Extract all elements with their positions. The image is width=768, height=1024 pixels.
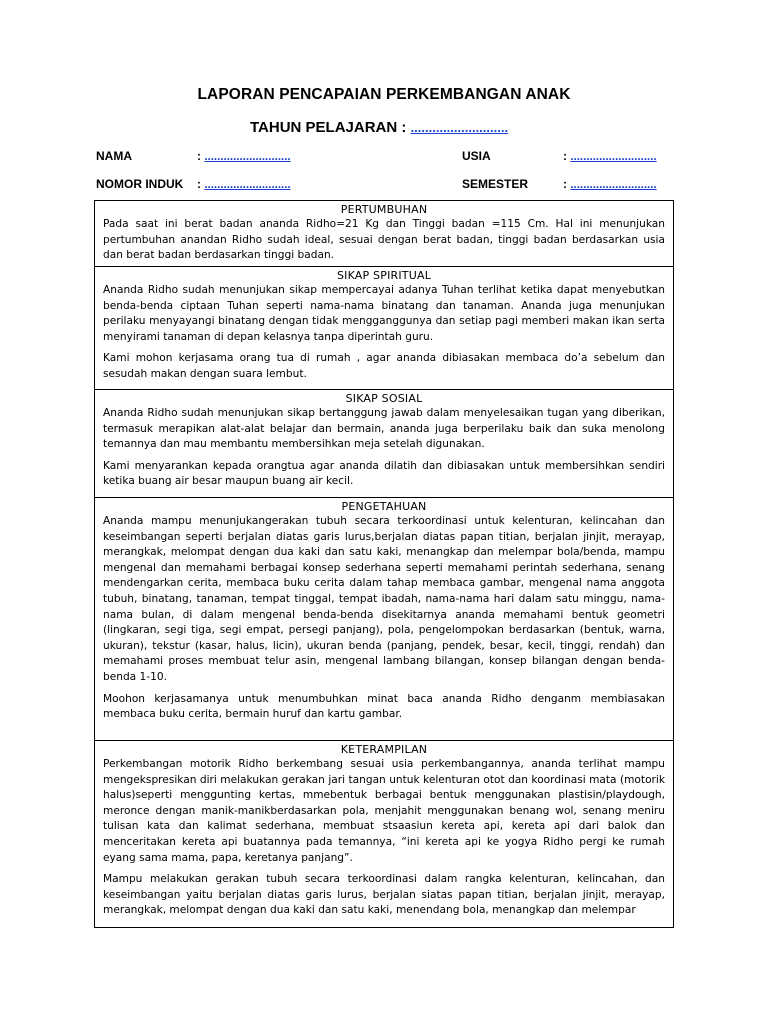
section-title: SIKAP SPIRITUAL — [336, 269, 432, 282]
usia-value — [563, 149, 657, 163]
report-table — [94, 200, 674, 928]
section-paragraph: Kami mohon kerjasama orang tua di rumah , agar ananda dibiasakan membaca do’a sebelum dan sesudah makan dengan suara lembut. — [103, 352, 665, 380]
section-paragraph: Moohon kerjasamanya untuk menumbuhkan minat baca ananda Ridho denganm membiasakan membaca buku cerita, bermain huruf dan kartu gambar. — [103, 692, 665, 721]
section-paragraph: Ananda mampu menunjukangerakan tubuh secara terkoordinasi untuk kelenturan, kelincahan dan keseimbangan seperti berjalan diatas garis lurus,berjalan diatas papan titian, berjalan jinjit, merayap, merangkak, melompat dengan dua kaki dan satu kaki, menangkap dan melempar bola/benda, mampu mengenal dan memahami berbagai konsep sederhana seperti memahami perintah sederhana, senang mendengarkan cerita, membaca buku cerita dalam tahap membaca gambar, mengenal nama anggota tubuh, binatang, tanaman, tempat tinggal, tempat ibadah, nama-nama hari dalam satu minggu, nama-nama bulan, di dalam mengenal benda-benda disekitarnya ananda memahami bentuk geometri (lingkaran, segi tiga, segi empat, persegi panjang), pola, pengelompokan berdasarkan (bentuk, warna, ukuran), tekstur (kasar, halus, licin), ukuran benda (panjang, pendek, besar, kecil, tinggi, rendah) dan memahami proses membuat telur asin, mengenal lambang bilangan, konsep bilangan dengan benda-benda 1-10. — [103, 515, 665, 683]
nomor-induk-value — [197, 177, 291, 191]
section-paragraph: Perkembangan motorik Ridho berkembang sesuai usia perkembangannya, ananda terlihat mampu mengekspresikan diri melakukan gerakan jari tangan untuk kelenturan otot dan koordinasi mata (motorik halus)seperti menggunting kertas, mmebentuk berbagai bentuk menggunakan plastisin/playdough, meronce dengan manik-manikberdasarkan pola, menjahit menggunakan benang wol, senang meniru tulisan kata dan kalimat sederhana, membuat stsaasiun kereta api, kereta api dari balok dan menceritakan kereta api buatannya pada temannya, “ini kereta api ke yogya Ridho pergi ke rumah eyang sama mama, papa, keretanya panjang”. — [103, 758, 665, 864]
section-sikap-sosial — [95, 390, 673, 498]
nama-label: NAMA — [96, 149, 132, 163]
nama-value — [197, 149, 291, 163]
section-paragraph: Pada saat ini berat badan ananda Ridho=21 Kg dan Tinggi badan =115 Cm. Hal ini menunjukan pertumbuhan anandan Ridho sudah ideal, sesuai dengan berat badan, tinggi badan berdasarkan usia dan berat badan berdasarkan tinggi badan. — [103, 218, 665, 262]
section-paragraph: Ananda Ridho sudah menunjukan sikap bertanggung jawab dalam menyelesaikan tugan yang diberikan, termasuk merapikan alat-alat belajar dan bermain, ananda juga berperilaku baik dan suka menolong temannya dan mau membantu membersihkan meja setelah digunakan. — [103, 407, 665, 451]
section-sikap-spiritual — [95, 267, 673, 390]
semester-blank: ........................... — [570, 179, 657, 191]
academic-year-blank: ........................... — [410, 120, 509, 135]
nomor-induk-colon: : — [197, 177, 201, 191]
nama-blank: ........................... — [204, 151, 291, 163]
section-title: SIKAP SOSIAL — [345, 392, 423, 405]
nomor-induk-blank: ........................... — [204, 179, 291, 191]
usia-label: USIA — [462, 149, 491, 163]
semester-colon: : — [563, 177, 567, 191]
section-title: KETERAMPILAN — [340, 743, 428, 756]
section-paragraph: Ananda Ridho sudah menunjukan sikap mempercayai adanya Tuhan terlihat ketika dapat menyebutkan benda-benda ciptaan Tuhan seperti nama-nama binatang dan tanaman. Ananda juga menunjukan perilaku menyayangi binatang dengan tidak mengganggunya dan setiap pagi memberi makan ikan serta menyirami tanaman di depan kelasnya tanpa diperintah guru. — [103, 284, 665, 343]
nama-colon: : — [197, 149, 201, 163]
semester-label: SEMESTER — [462, 177, 529, 191]
section-keterampilan — [95, 741, 673, 927]
section-paragraph: Kami menyarankan kepada orangtua agar ananda dilatih dan dibiasakan untuk membersihkan sendiri ketika buang air besar maupun buang air kecil. — [103, 459, 665, 488]
section-paragraph: Mampu melakukan gerakan tubuh secara terkoordinasi dalam rangka kelenturan, kelincahan, dan keseimbangan yaitu berjalan diatas garis lurus, berjalan siatas papan titian, berjalan jinjit, merayap, merangkak, melompat dengan dua kaki dan satu kaki, menendang bola, menangkap dan melempar — [103, 873, 665, 917]
section-title: PENGETAHUAN — [341, 500, 427, 513]
academic-year-label: TAHUN PELAJARAN : — [250, 119, 407, 136]
section-pengetahuan — [95, 498, 673, 741]
academic-year-line — [250, 119, 508, 136]
semester-value — [563, 177, 657, 191]
section-pertumbuhan — [95, 201, 673, 267]
report-title: LAPORAN PENCAPAIAN PERKEMBANGAN ANAK — [197, 86, 571, 103]
nomor-induk-label: NOMOR INDUK — [96, 177, 184, 191]
usia-blank: ........................... — [570, 151, 657, 163]
usia-colon: : — [563, 149, 567, 163]
section-title: PERTUMBUHAN — [340, 203, 428, 216]
